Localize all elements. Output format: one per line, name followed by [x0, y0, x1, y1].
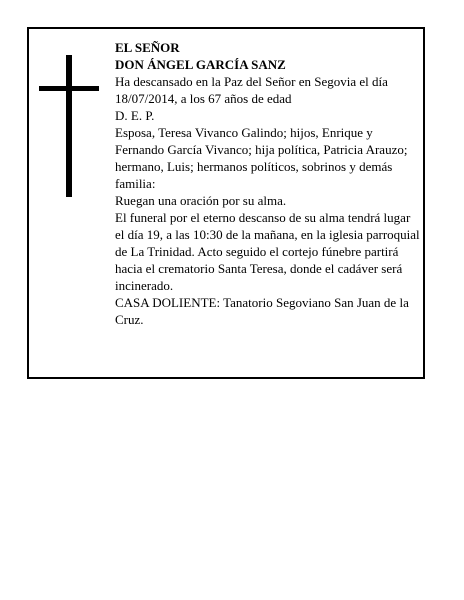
prayer-request: Ruegan una oración por su alma. — [115, 193, 287, 208]
deceased-name: DON ÁNGEL GARCÍA SANZ — [115, 57, 286, 72]
family-list: Esposa, Teresa Vivanco Galindo; hijos, Enrique y Fernando García Vivanco; hija política, Patricia Arauzo; hermano, Luis; hermanos políticos, sobrinos y demás familia: — [115, 125, 408, 191]
death-announcement: Ha descansado en la Paz del Señor en Segovia el día 18/07/2014, a los 67 años de edad — [115, 74, 388, 106]
funeral-details: El funeral por el eterno descanso de su alma tendrá lugar el día 19, a las 10:30 de la mañana, en la iglesia parroquial de La Trinidad. Acto seguido el cortejo fúnebre partirá hacia el crematorio Santa Teresa, donde el cadáver será incinerado. — [115, 210, 420, 293]
mourning-house: CASA DOLIENTE: Tanatorio Segoviano San Juan de la Cruz. — [115, 295, 409, 327]
obituary-title: EL SEÑOR — [115, 40, 180, 55]
obituary-text — [115, 39, 420, 328]
cross-icon — [39, 55, 99, 197]
cross-vertical-bar — [66, 55, 72, 197]
obituary-notice — [27, 27, 425, 379]
cross-horizontal-bar — [39, 86, 99, 91]
rip-line: D. E. P. — [115, 108, 155, 123]
